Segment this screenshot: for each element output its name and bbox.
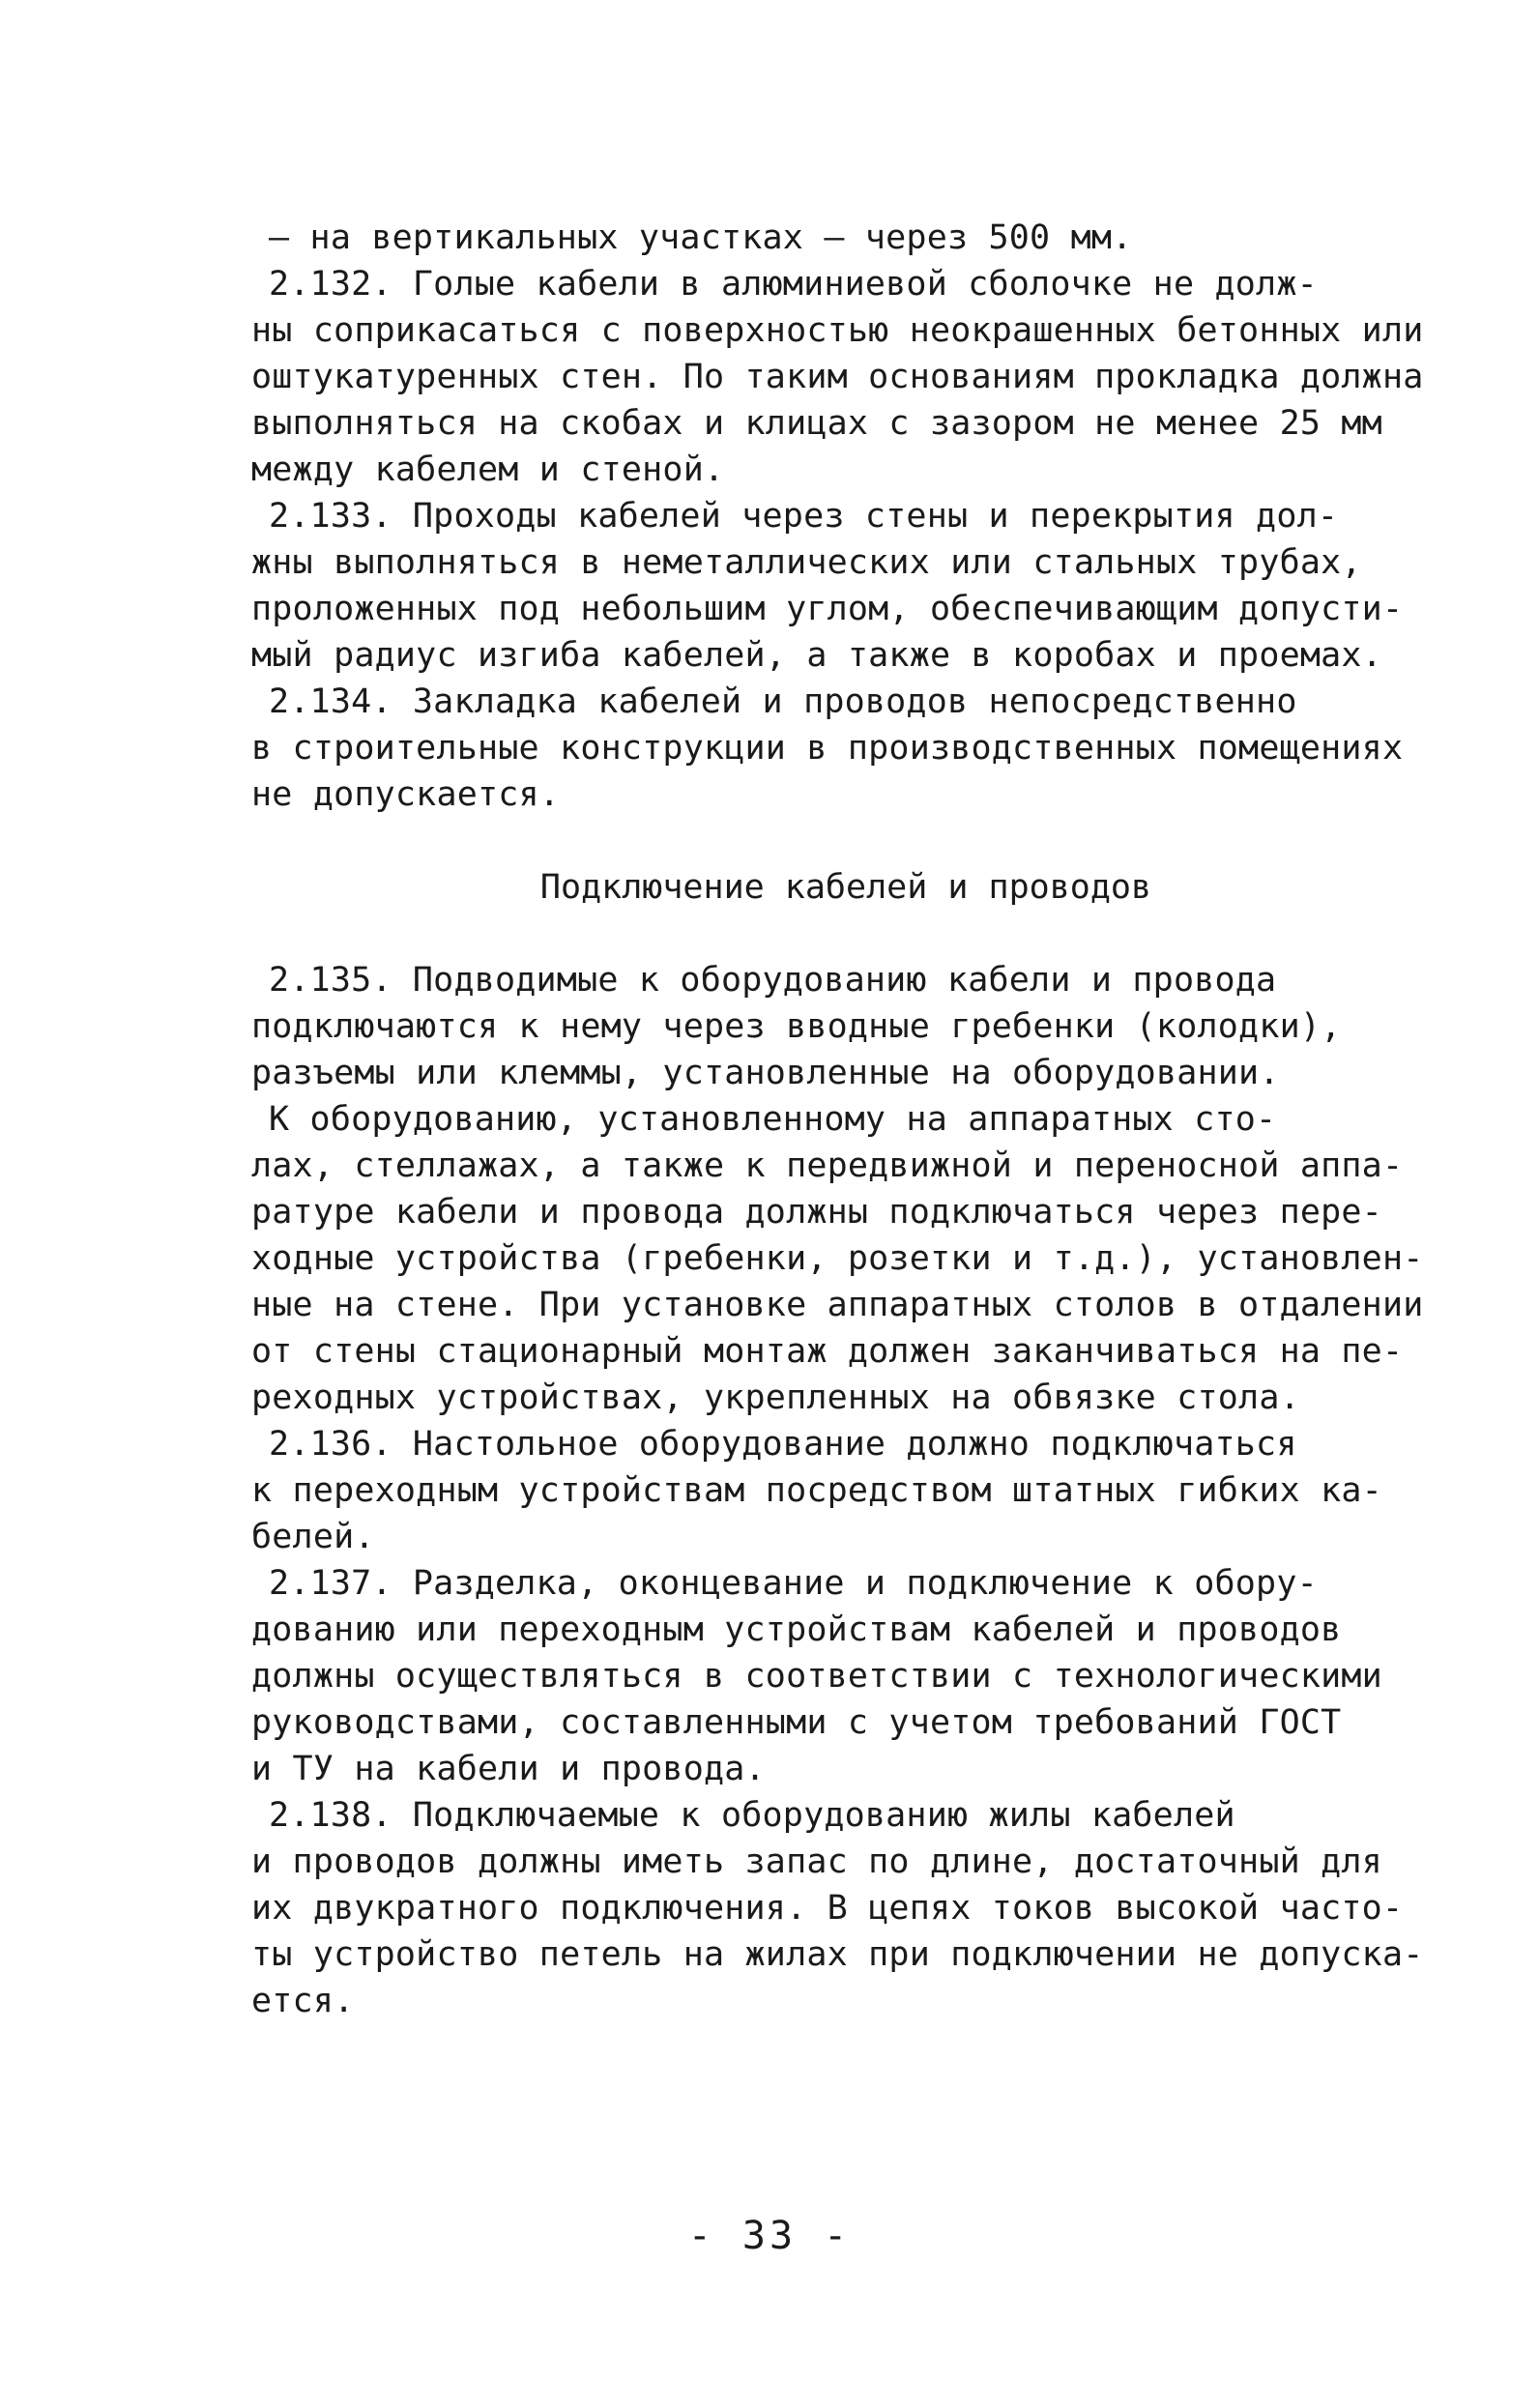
paragraph-2-137-start: 2.137. Разделка, оконцевание и подключение к обору- (269, 1564, 1318, 1603)
text-line: белей. (251, 1518, 375, 1556)
text-line: не допускается. (251, 775, 561, 814)
text-line: ны соприкасаться с поверхностью неокрашенных бетонных или (251, 311, 1424, 350)
text-line: к переходным устройствам посредством штатных гибких ка- (251, 1471, 1382, 1510)
paragraph-2-138-start: 2.138. Подключаемые к оборудованию жилы кабелей (269, 1796, 1235, 1835)
text-line: ные на стене. При установке аппаратных столов в отдалении (251, 1286, 1424, 1324)
text-line: руководствами, составленными с учетом требований ГОСТ (251, 1703, 1342, 1742)
text-line: и проводов должны иметь запас по длине, достаточный для (251, 1842, 1382, 1881)
text-line: лах, стеллажах, а также к передвижной и переносной аппа- (251, 1146, 1404, 1185)
text-line: между кабелем и стеной. (251, 450, 725, 489)
text-line: реходных устройствах, укрепленных на обвязке стола. (251, 1378, 1300, 1417)
text-line: – на вертикальных участках – через 500 мм. (269, 218, 1133, 257)
paragraph-2-135-start: 2.135. Подводимые к оборудованию кабели и провода (269, 961, 1277, 1000)
text-line: и ТУ на кабели и провода. (251, 1750, 766, 1788)
text-line: жны выполняться в неметаллических или стальных трубах, (251, 543, 1362, 582)
text-line: ратуре кабели и провода должны подключаться через пере- (251, 1193, 1382, 1232)
text-line: разъемы или клеммы, установленные на оборудовании. (251, 1054, 1280, 1092)
text-line: от стены стационарный монтаж должен заканчиваться на пе- (251, 1332, 1404, 1371)
paragraph-2-136-start: 2.136. Настольное оборудование должно подключаться (269, 1425, 1297, 1464)
paragraph-2-133-start: 2.133. Проходы кабелей через стены и перекрытия дол- (269, 497, 1339, 536)
text-line: должны осуществляться в соответствии с технологическими (251, 1657, 1382, 1696)
text-line: проложенных под небольшим углом, обеспечивающим допусти- (251, 590, 1404, 628)
paragraph-2-134-start: 2.134. Закладка кабелей и проводов непосредственно (269, 682, 1297, 721)
text-line: ется. (251, 1982, 355, 2020)
text-line: оштукатуренных стен. По таким основаниям прокладка должна (251, 358, 1424, 396)
document-body (251, 215, 1440, 2024)
text-line: ходные устройства (гребенки, розетки и т.д.), установлен- (251, 1239, 1424, 1278)
paragraph-equipment-start: К оборудованию, установленному на аппаратных сто- (269, 1100, 1277, 1139)
text-line: их двукратного подключения. В цепях токов высокой часто- (251, 1889, 1404, 1928)
text-line: в строительные конструкции в производственных помещениях (251, 729, 1404, 768)
text-line: мый радиус изгиба кабелей, а также в коробах и проемах. (251, 636, 1382, 675)
section-heading: Подключение кабелей и проводов (539, 868, 1152, 907)
page-number: - 33 - (687, 2214, 852, 2258)
text-line: выполняться на скобах и клицах с зазором не менее 25 мм (251, 404, 1382, 443)
text-line: дованию или переходным устройствам кабелей и проводов (251, 1610, 1342, 1649)
paragraph-2-132-start: 2.132. Голые кабели в алюминиевой сболочке не долж- (269, 265, 1318, 304)
text-line: подключаются к нему через вводные гребенки (колодки), (251, 1007, 1342, 1046)
text-line: ты устройство петель на жилах при подключении не допуска- (251, 1935, 1424, 1974)
